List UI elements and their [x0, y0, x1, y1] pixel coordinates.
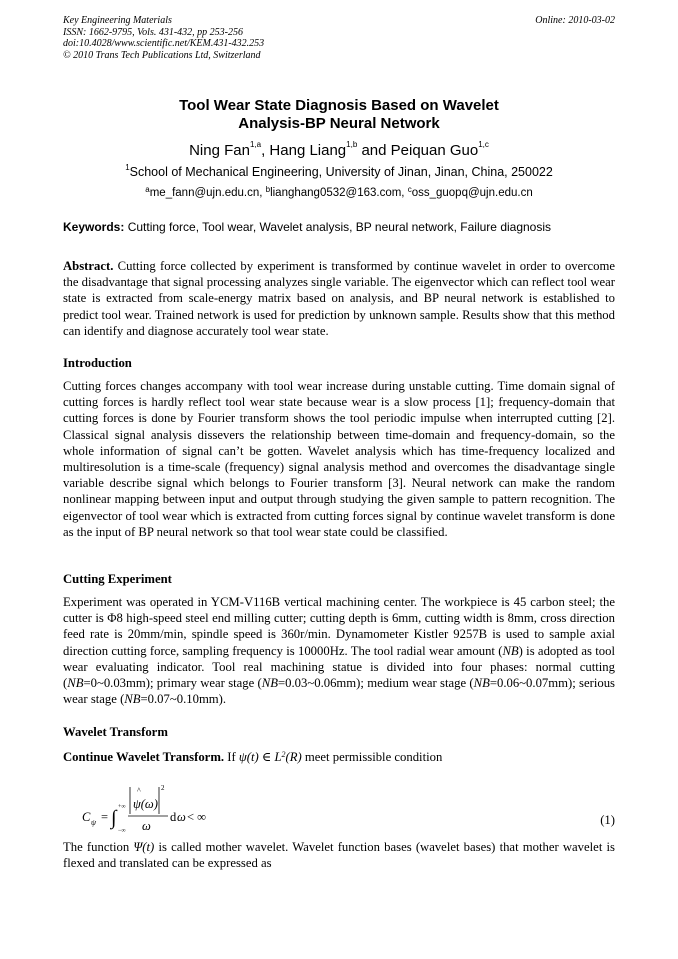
author-name: Peiquan Guo: [390, 142, 479, 159]
nb-symbol: NB: [67, 676, 84, 691]
author-name: Hang Liang: [269, 142, 347, 159]
paper-title: [63, 97, 615, 133]
nb-symbol: NB: [261, 676, 278, 691]
section-heading-wavelet: Wavelet Transform: [63, 725, 168, 739]
wavelet-fragment: is called mother wavelet. Wavelet function bases (wavelet bases) that mother wavelet is flexed and translated can be expressed as: [63, 840, 615, 871]
wavelet-fragment: If: [224, 750, 239, 764]
experiment-text: [63, 594, 615, 707]
wavelet-fragment: meet permissible condition: [301, 750, 443, 764]
author-list: [63, 142, 615, 159]
section-heading-introduction: Introduction: [63, 356, 132, 370]
equation-1: [80, 780, 615, 838]
abstract-text: Cutting force collected by experiment is transformed by continue wavelet in order to overcome the disadvantage that signal processing analyzes single variable. The eigenvector which can reflect tool wear state is extracted from scale-energy matrix based on analysis, and BP neural network is established to predict tool wear. Trained network is used for prediction by unknown sample. Results show that this method can identify and diagnose accurately tool wear state.: [63, 259, 615, 338]
keywords-label: Keywords:: [63, 220, 125, 234]
section-heading-experiment: Cutting Experiment: [63, 572, 172, 586]
nb-symbol: NB: [473, 676, 490, 691]
svg-text:ω: ω: [142, 819, 151, 833]
svg-text:d: d: [170, 810, 177, 824]
issn-line: ISSN: 1662-9795, Vols. 431-432, pp 253-256: [63, 26, 243, 38]
title-line-2: Analysis-BP Neural Network: [238, 115, 440, 132]
svg-text:−∞: −∞: [118, 828, 126, 834]
author-superscript: 1,a: [249, 140, 262, 149]
experiment-fragment: Experiment was operated in YCM-V116B vertical machining center. The workpiece is 45 carbon steel; the cutter is Φ8 high-speed steel end milling cutter; cutting depth is 6mm, cutting width is 8mm, cross direction feed rate is 20mm/min, spindle speed is 360r/min. Dynamometer Kistler 9257B is used to sample axial direction cutting force, sampling frequency is 10000Hz. The tool radial wear amount (: [63, 595, 615, 658]
email-superscript: a: [145, 185, 150, 194]
experiment-fragment: =0.06~0.07mm); serious wear stage (: [63, 676, 615, 707]
affiliation-superscript: 1: [125, 163, 130, 172]
admissibility-equation: [80, 780, 290, 840]
experiment-fragment: =0.07~0.10mm).: [140, 692, 227, 707]
title-line-1: Tool Wear State Diagnosis Based on Wavelet: [179, 97, 499, 114]
keywords: [63, 220, 615, 234]
email-link: oss_guopq@ujn.edu.cn: [411, 187, 533, 199]
nb-symbol: NB: [502, 643, 519, 658]
svg-text:ω: ω: [177, 810, 186, 824]
experiment-fragment: ) is adopted as tool wear evaluating indicator. Tool real machining statue is divided into four phases: normal cutting (: [63, 643, 615, 691]
introduction-text: Cutting forces changes accompany with tool wear increase during unstable cutting. Time domain signal of cutting forces is hardly reflect tool wear state because wear is a slow process [1]; frequency-domain that cutting forces is done by Fourier transform shows the tool periodic impulse when interrupted cutting [2]. Classical signal analysis dissevers the relationship between time-domain and frequency-domain, so the whole information of signal can’t be gotten. Wavelet analysis which has time-frequency localized and multiresolution is a time-scale (frequency) signal analysis method and overcomes the disadvantage single variable describe signal which belongs to Fourier transform [3]. Neural network can make the random nonlinear mapping between input and output through studying the given sample to pattern recognition. The eigenvector of tool wear which is extracted from cutting forces signal by continue wavelet transform is done as the input of BP neural network so that tool wear state could be classified.: [63, 379, 615, 539]
subsection-label: Continue Wavelet Transform.: [63, 750, 225, 764]
abstract: [63, 258, 615, 339]
author-superscript: 1,c: [478, 140, 489, 149]
svg-text:ψ(ω): ψ(ω): [133, 797, 158, 811]
svg-text:2: 2: [161, 784, 165, 792]
abstract-label: Abstract.: [63, 259, 114, 273]
svg-text:=: =: [101, 810, 109, 824]
inline-math: ψ(t) ∈ $L^2(R)$: [238, 750, 302, 764]
experiment-fragment: =0~0.03mm); primary wear stage (: [83, 676, 262, 691]
nb-symbol: NB: [124, 692, 141, 707]
experiment-fragment: =0.03~0.06mm); medium wear stage (: [278, 676, 474, 691]
email-superscript: b: [265, 185, 271, 194]
journal-name: Key Engineering Materials: [63, 15, 172, 26]
svg-text:∫: ∫: [111, 807, 117, 829]
author-emails: [63, 187, 615, 199]
email-superscript: c: [407, 185, 412, 194]
doi-line: doi:10.4028/www.scientific.net/KEM.431-432.253: [63, 38, 265, 49]
wavelet-fragment: The function: [63, 840, 134, 854]
author-name: Ning Fan: [189, 142, 250, 159]
email-link: lianghang0532@163.com,: [270, 187, 408, 199]
wavelet-intro-line: [63, 749, 615, 765]
author-superscript: 1,b: [346, 140, 358, 149]
svg-text:^: ^: [137, 786, 141, 795]
journal-header: [63, 15, 615, 61]
svg-text:C: C: [82, 810, 91, 824]
copyright-line: © 2010 Trans Tech Publications Ltd, Switzerland: [63, 49, 261, 61]
affiliation-text: School of Mechanical Engineering, University of Jinan, Jinan, China, 250022: [129, 165, 553, 179]
svg-text:+∞: +∞: [118, 804, 126, 810]
keywords-text: Cutting force, Tool wear, Wavelet analysis, BP neural network, Failure diagnosis: [124, 220, 552, 234]
wavelet-text: [63, 839, 615, 871]
svg-text:< ∞: < ∞: [187, 810, 207, 824]
svg-text:ψ: ψ: [91, 818, 96, 827]
online-date: Online: 2010-03-02: [535, 15, 615, 26]
affiliation: [63, 165, 615, 179]
equation-number: (1): [600, 813, 615, 827]
author-separator: and: [357, 142, 391, 159]
psi-symbol: Ψ(t): [133, 840, 155, 854]
author-separator: ,: [261, 142, 270, 159]
email-link: me_fann@ujn.edu.cn,: [149, 187, 266, 199]
